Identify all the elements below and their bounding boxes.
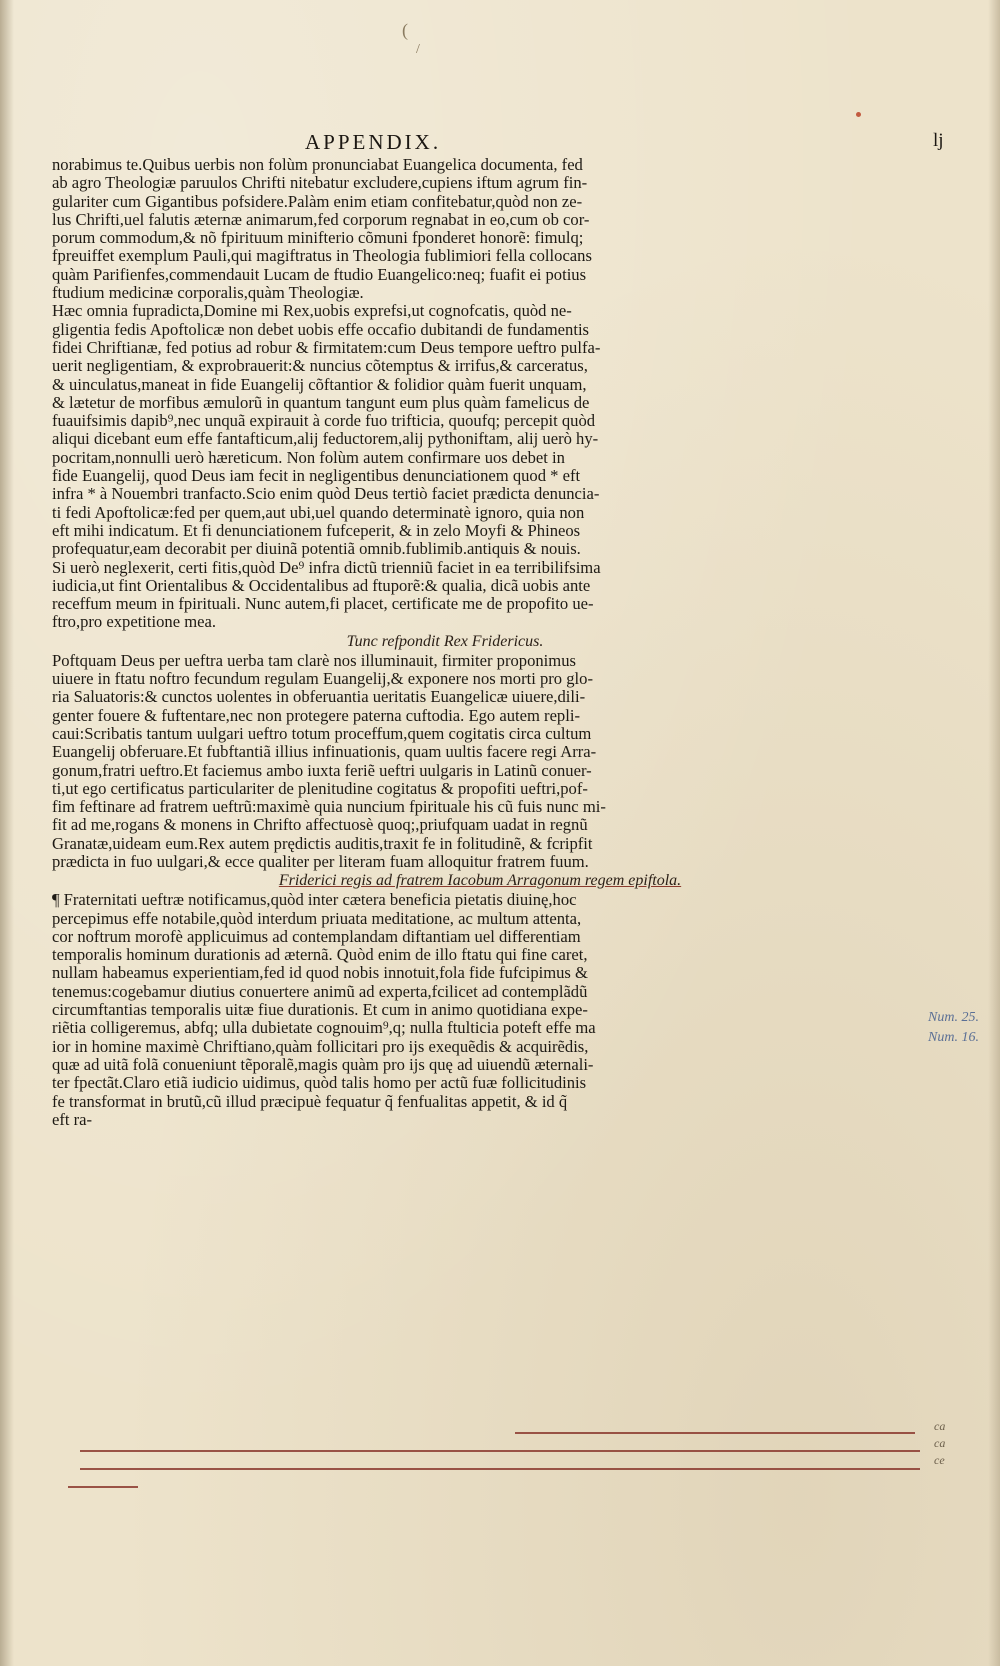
marginal-note: Num. 25.	[928, 1010, 979, 1025]
marginal-note: Num. 16.	[928, 1030, 979, 1045]
text-line: prædicta in fuo uulgari,& ecce qualiter per literam fuam alloquitur fratrem fuum.	[52, 851, 589, 871]
paragraph-block	[52, 652, 908, 872]
handwritten-underline	[80, 1450, 920, 1452]
text-line: infra * à Nouembri tranfacto.Scio enim quòd Deus tertiò faciet prædicta denuncia-	[52, 484, 600, 504]
section-heading: Tunc refpondit Rex Fridericus.	[346, 632, 544, 650]
text-line: eft ra-	[52, 1109, 93, 1129]
stray-ink-mark: /	[416, 42, 420, 57]
text-line: percepimus effe notabile,quòd interdum priuata meditatione, ac multum attenta,	[52, 908, 582, 928]
text-line: fim feftinare ad fratrem ueftrũ:maximè quia nuncium fpirituale his cũ fuis nunc mi-	[52, 797, 606, 817]
text-line: ftro,pro expetitione mea.	[52, 612, 217, 632]
text-line: receffum meum in fpirituali. Nunc autem,fi placet, certificate me de propofito ue-	[52, 594, 594, 614]
text-line: nullam habeamus experientiam,fed id quod nobis innotuit,fola fide fufcipimus &	[52, 963, 588, 983]
text-line: Granatæ,uideam eum.Rex autem prędictis auditis,traxit fe in folitudinẽ, & fcripfit	[52, 833, 593, 853]
edge-annotation: ca	[934, 1419, 946, 1433]
stray-ink-mark: (	[402, 20, 408, 40]
text-line: fpreuiffet exemplum Pauli,qui magiftratus in Theologia fublimiori fella collocans	[52, 246, 592, 266]
text-line: ab agro Theologiæ paruulos Chrifti nitebatur excludere,cupiens iftum agrum fin-	[52, 173, 588, 193]
text-line: quàm Parifienfes,commendauit Lucam de ftudio Euangelico:neq; fuafit ei potius	[52, 264, 587, 284]
text-line: Hæc omnia fupradicta,Domine mi Rex,uobis exprefsi,ut cognofcatis, quòd ne-	[52, 301, 572, 321]
text-line: circumftantias temporalis uitæ fiue durationis. Et cum in animo quotidiana expe-	[52, 1000, 588, 1020]
text-line: & uinculatus,maneat in fide Euangelij cõftantior & folidior quàm fuerit unquam,	[52, 374, 587, 394]
edge-annotation: ce	[934, 1453, 945, 1467]
text-line: aliqui dicebant eum effe fantafticum,alij feductorem,alij pythoniftam, alij uerò hy-	[52, 429, 599, 449]
handwritten-underline	[515, 1432, 915, 1434]
text-line: Si uerò neglexerit, certi fitis,quòd De⁹ infra dictũ trienniũ faciet in ea terribilifsima	[52, 557, 601, 577]
text-line: ria Saluatoris:& cunctos uolentes in obferuantia ueritatis Euangelicæ uiuere,dili-	[52, 687, 586, 707]
text-line: Euangelij obferuare.Et fubftantiã illius infinuationis, quam uultis facere regi Arra-	[52, 742, 597, 762]
letter-heading: Friderici regis ad fratrem Iacobum Arragonum regem epiftola.	[278, 872, 682, 890]
text-line: fe transformat in brutũ,cũ illud præcipuè fequatur q̃ fenfualitas appetit, & id q̃	[52, 1091, 568, 1111]
text-line: tenemus:cogebamur diutius conuertere animũ ad experta,fcilicet ad contemplãdũ	[52, 981, 588, 1001]
text-line: Poftquam Deus per ueftra uerba tam clarè nos illuminauit, firmiter proponimus	[52, 650, 576, 670]
paragraph-block	[52, 891, 908, 1129]
text-line: ti fedi Apoftolicæ:fed per quem,aut ubi,uel quando determinatè ignoro, quia non	[52, 502, 585, 522]
text-line: ¶ Fraternitati ueftræ notificamus,quòd inter cætera beneficia pietatis diuinę,hoc	[52, 890, 577, 910]
page-number: lj	[933, 130, 944, 151]
text-line: lus Chrifti,uel falutis æternæ animarum,fed corporum regnabat in eo,cum ob cor-	[52, 209, 590, 229]
text-line: gligentia fedis Apoftolicæ non debet uobis effe occafio dubitandi de fundamentis	[52, 319, 590, 339]
text-line: temporalis hominum durationis ad æternã. Quòd enim de illo ftatu qui fine caret,	[52, 945, 588, 965]
text-line: pocritam,nonnulli uerò hæreticum. Non folùm autem confirmare uos debet in	[52, 447, 565, 467]
text-line: norabimus te.Quibus uerbis non folùm pronunciabat Euangelica documenta, fed	[52, 155, 583, 174]
text-line: fide Euangelij, quod Deus iam fecit in negligentibus denunciationem quod * eft	[52, 466, 581, 486]
paragraph-block	[52, 156, 908, 632]
text-line: uerit negligentiam, & exprobrauerit:& nuncius cõtemptus & irrifus,& carceratus,	[52, 356, 588, 376]
text-line: fuauifsimis dapib⁹,nec unquã expirauit à corde fuo trifticia, quoufq; percepit quòd	[52, 411, 596, 431]
text-line: ter fpectãt.Claro etiã iudicio uidimus, quòd talis homo per actũ fuæ follicitudinis	[52, 1073, 587, 1093]
text-line: ftudium medicinæ corporalis,quàm Theologiæ.	[52, 283, 364, 303]
text-line: profequatur,eam decorabit per diuinã potentiã omnib.fublimib.antiquis & nouis.	[52, 539, 581, 559]
running-head	[0, 130, 1000, 156]
text-line: fit ad me,rogans & monens in Chrifto affectuosè quoq;,priufquam uadat in regnũ	[52, 815, 588, 835]
red-ink-dot	[856, 112, 861, 117]
text-line: ti,ut ego certificatus particulariter de plenitudine cogitatus & propofiti ueftri,pof-	[52, 778, 588, 798]
running-title: APPENDIX.	[305, 130, 442, 154]
text-line: uiuere in ftatu noftro fecundum regulam Euangelij,& exponere nos morti pro glo-	[52, 669, 593, 689]
handwritten-underline	[80, 1468, 920, 1470]
text-line: riẽtia colligeremus, abfq; ulla dubietate cognouim⁹,q; nulla ftulticia poteft effe ma	[52, 1018, 596, 1038]
text-line: ior in homine maximè Chriftiano,quàm follicitari pro ijs exequẽdis & acquirẽdis,	[52, 1036, 589, 1056]
text-line: quæ ad uitã folã conueniunt tẽporalẽ,magis quàm pro ijs quę ad uiuendũ æternali-	[52, 1054, 594, 1074]
page-shadow-left	[0, 0, 14, 1666]
text-line: eft mihi indicatum. Et fi denunciationem fufceperit, & in zelo Moyfi & Phineos	[52, 520, 581, 540]
handwritten-underline	[68, 1486, 138, 1488]
body-text	[52, 156, 908, 1129]
text-line: genter fouere & fuftentare,nec non protegere paterna cuftodia. Ego autem repli-	[52, 705, 580, 725]
text-line: gonum,fratri ueftro.Et faciemus ambo iuxta feriẽ ueftri uulgaris in Latinũ conuer-	[52, 760, 592, 780]
text-line: & lætetur de morfibus æmulorũ in quantum tangunt eum plus quàm famelicus de	[52, 392, 590, 412]
text-line: caui:Scribatis tantum uulgari ueftro totum proceffum,quem cogitatis circa cultum	[52, 723, 592, 743]
text-line: cor noftrum morofè applicuimus ad contemplandam diftantiam uel differentiam	[52, 926, 581, 946]
text-line: porum commodum,& nõ fpirituum minifterio cõmuni fponderet honorẽ: fimulq;	[52, 228, 584, 248]
edge-annotation: ca	[934, 1436, 946, 1450]
text-line: iudicia,ut fint Orientalibus & Occidentalibus ad ftuporẽ:& qualia, dicã uobis ante	[52, 575, 591, 595]
page-shadow-right	[988, 0, 1000, 1666]
text-line: gulariter cum Gigantibus pofsidere.Palàm enim etiam confitebatur,quòd non ze-	[52, 191, 583, 211]
text-line: fidei Chriftianæ, fed potius ad robur & firmitatem:cum Deus tempore ueftro pulfa-	[52, 337, 601, 357]
